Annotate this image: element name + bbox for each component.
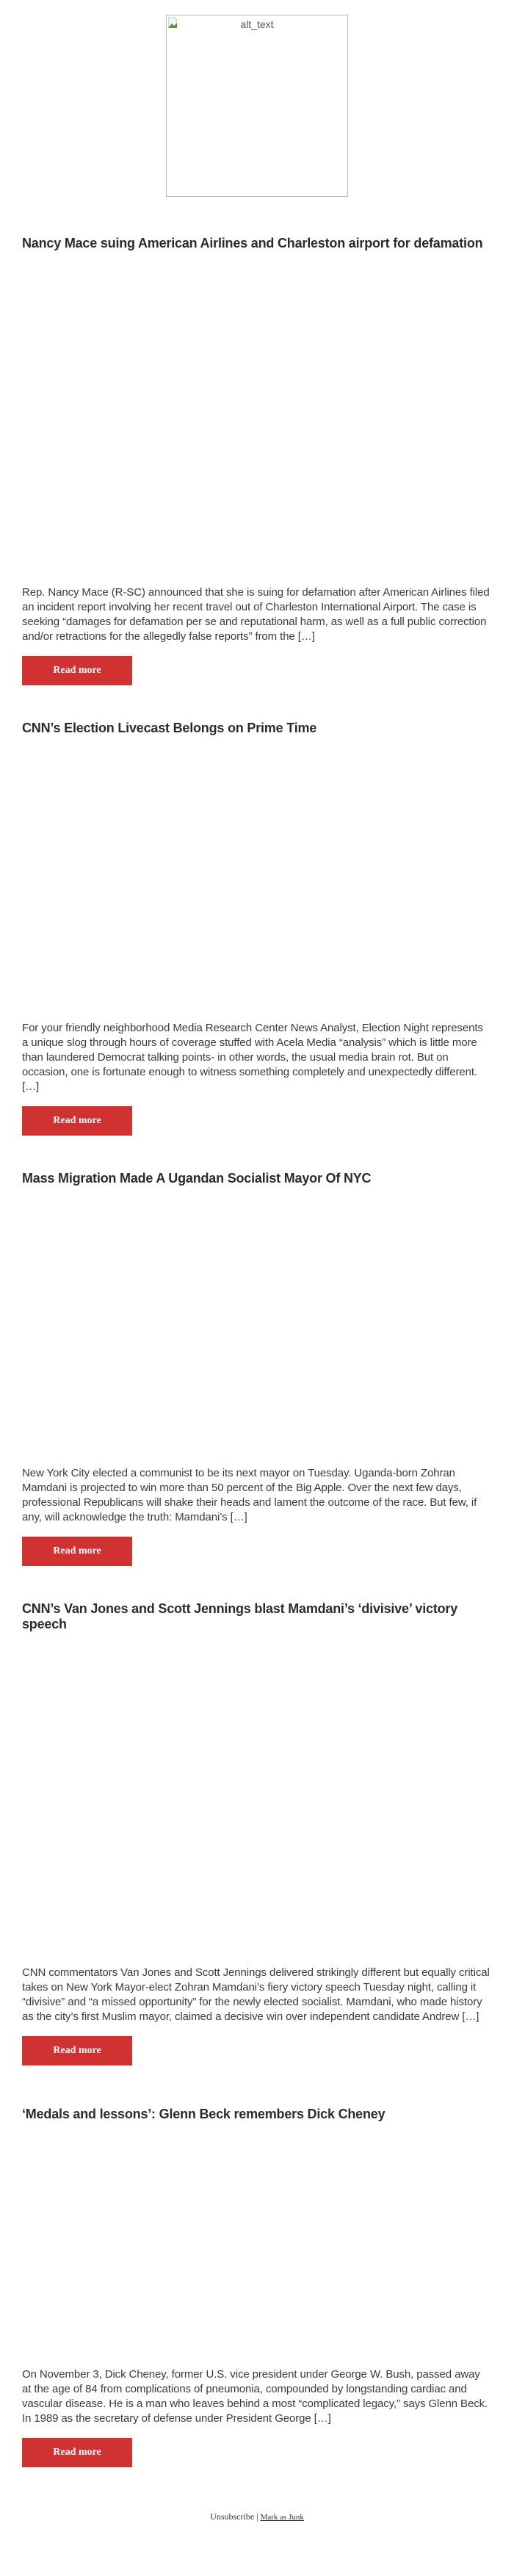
article-excerpt: New York City elected a communist to be its next mayor on Tuesday. Uganda-born Zohran Mamdani is projected to win more than 50 percent of the Big Apple. Over the next few days, professional Republicans will shake their heads and lament the outcome of the race. But few, if any, will acknowledge the truth: Mamdani’s […] [22,1467,477,1523]
article [22,1601,492,2066]
article-excerpt: Rep. Nancy Mace (R-SC) announced that she is suing for defamation after American Airlines filed an incident report involving her recent travel out of Charleston International Airport. The case is seeking “damages for defamation per se and reputational harm, as well as a full public correction and/or retractions for the allegedly false reports” from the […] [22,586,490,643]
article-image [22,1632,492,1966]
article-image [22,2122,492,2367]
read-more-button[interactable]: Read more [22,1106,132,1136]
article-image [22,1186,492,1466]
article-title[interactable]: CNN’s Van Jones and Scott Jennings blast Mamdani’s ‘divisive’ victory speech [22,1601,458,1631]
article-excerpt: CNN commentators Van Jones and Scott Jennings delivered strikingly different but equally critical takes on New York Mayor-elect Zohran Mamdani’s fiery victory speech Tuesday night, calling it “divisive” and “a missed opportunity” for the newly elected socialist. Mamdani, who made history as the city’s first Muslim mayor, claimed a decisive win over independent candidate Andrew […] [22,1966,490,2023]
read-more-button[interactable]: Read more [22,2036,132,2066]
read-more-button[interactable]: Read more [22,1537,132,1566]
footer-separator: | [256,2511,258,2522]
unsubscribe-link[interactable]: Unsubscribe [210,2511,255,2522]
article [22,1171,492,1566]
article [22,236,492,685]
article-list [0,236,514,2467]
article-title[interactable]: CNN’s Election Livecast Belongs on Prime Time [22,721,317,735]
article-title[interactable]: Nancy Mace suing American Airlines and Charleston airport for defamation [22,236,483,250]
article [22,2107,492,2467]
article-excerpt: For your friendly neighborhood Media Research Center News Analyst, Election Night represents a unique slog through hours of coverage stuffed with Acela Media “analysis” which is little more than laundered Democrat talking points- in other words, the usual media brain rot. But on occasion, one is fortunate enough to witness something completely and unexpectedly different. […] [22,1022,483,1093]
footer [0,2511,514,2522]
header-image [166,15,348,197]
article-image [22,736,492,1021]
image-alt-text: alt_text [240,18,274,30]
read-more-button[interactable]: Read more [22,656,132,685]
article-excerpt: On November 3, Dick Cheney, former U.S. vice president under George W. Bush, passed away at the age of 84 from complications of pneumonia, compounded by longstanding cardiac and vascular disease. He is a man who leaves behind a most “complicated legacy,” says Glenn Beck. In 1989 as the secretary of defense under President George […] [22,2368,488,2425]
article-image [22,251,492,585]
mark-as-junk-link[interactable]: Mark as Junk [260,2513,304,2522]
read-more-button[interactable]: Read more [22,2438,132,2467]
article [22,721,492,1136]
article-title[interactable]: ‘Medals and lessons’: Glenn Beck remembers Dick Cheney [22,2107,386,2121]
article-title[interactable]: Mass Migration Made A Ugandan Socialist Mayor Of NYC [22,1171,372,1186]
